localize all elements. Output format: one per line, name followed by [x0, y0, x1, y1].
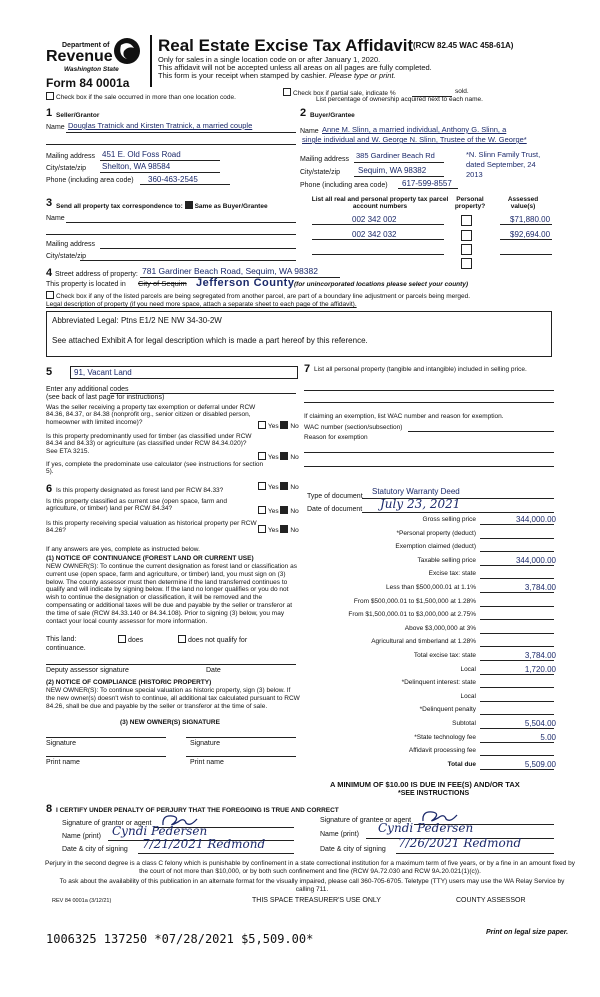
- tax-row-label: Total excise tax: state: [413, 652, 476, 659]
- tax-row-value: 5.00: [540, 733, 556, 742]
- tax-row-field[interactable]: [480, 606, 554, 607]
- see-instructions-note: *SEE INSTRUCTIONS: [398, 790, 470, 797]
- tax-row-label: Subtotal: [452, 720, 476, 727]
- new-owner-print-2[interactable]: [186, 756, 296, 757]
- forest-land-question: Is this property designated as forest land per RCW 84.33?: [56, 487, 224, 494]
- tax-row-label: Exemption claimed (deduct): [395, 543, 476, 550]
- assessed-value[interactable]: $71,880.00: [510, 215, 551, 224]
- section-5-number: 5: [46, 366, 53, 378]
- tax-row-field[interactable]: [480, 633, 554, 634]
- located-in-struck: City of Sequim: [138, 279, 187, 288]
- dept-label: Department of: [62, 42, 110, 49]
- revenue-logo-text: Revenue: [46, 48, 113, 65]
- deputy-signature-label: Deputy assessor signature: [46, 667, 129, 674]
- personal-col-header: Personal property?: [454, 196, 486, 211]
- buyer-name-label: Name: [300, 128, 319, 135]
- tax-row-label: Taxable selling price: [417, 557, 476, 564]
- tax-correspondence-label: Send all property tax correspondence to: Same as Buyer/Grantee: [56, 203, 268, 210]
- timber-yes-no[interactable]: Yes No: [258, 452, 299, 461]
- s3-name-label: Name: [46, 215, 65, 222]
- seller-city-value[interactable]: Shelton, WA 98584: [102, 162, 171, 171]
- predominate-use-note: If yes, complete the predominate use calculator (see instructions for section 5).: [46, 461, 264, 476]
- tax-row-label: *Delinquent penalty: [419, 706, 476, 713]
- buyer-city-label: City/state/zip: [300, 169, 341, 176]
- grantor-date-label: Date & city of signing: [62, 846, 128, 853]
- doc-date-label: Date of document: [307, 506, 363, 513]
- alt-format-notice: To ask about the availability of this publication in an alternate format for the visually impaired, please call 360-705-6705. Teletype (TTY) users may use the WA Relay Service by calling 711.: [59, 878, 565, 893]
- header-divider: [150, 35, 152, 87]
- new-owner-print-1[interactable]: [46, 756, 166, 757]
- new-owner-signature-1[interactable]: [46, 737, 166, 738]
- buyer-city-value[interactable]: Sequim, WA 98382: [358, 166, 427, 175]
- personal-property-checkbox[interactable]: [461, 215, 472, 226]
- current-use-yes-no[interactable]: Yes No: [258, 506, 299, 515]
- tax-row-value: 344,000.00: [515, 515, 556, 524]
- county-assessor-label: COUNTY ASSESSOR: [456, 897, 526, 904]
- seller-address-label: Mailing address: [46, 153, 96, 160]
- tax-row-field[interactable]: [480, 538, 554, 539]
- see-back-note: (see back of last page for instructions): [46, 394, 165, 401]
- personal-property-field-2[interactable]: [304, 402, 554, 403]
- sold-label: sold.: [455, 88, 469, 95]
- section-1-number: 1: [46, 107, 53, 119]
- section-7-number: 7: [304, 363, 311, 375]
- s3-name-field[interactable]: [66, 222, 296, 223]
- seller-name-label: Name: [46, 124, 65, 131]
- legal-paper-note: Print on legal size paper.: [486, 929, 569, 936]
- legal-description-label: Legal description of property (if you need more space, attach a separate sheet to each page of the affidavit).: [46, 301, 357, 308]
- section-4-number: 4: [46, 267, 53, 279]
- grantee-date-label: Date & city of signing: [320, 846, 386, 853]
- does-checkbox[interactable]: does: [118, 635, 143, 645]
- grantee-name-label: Name (print): [320, 831, 359, 838]
- exemption-reason-field-2[interactable]: [304, 466, 554, 467]
- exemption-question: Was the seller receiving a property tax exemption or deferral under RCW 84.36, 84.37, or 84.38 (nonprofit org., senior citizen or disabled person, homeowner with limited income)?: [46, 404, 256, 426]
- signature-label: Signature: [190, 740, 220, 747]
- wac-number-field[interactable]: [408, 431, 554, 432]
- deputy-signature-field[interactable]: [46, 664, 296, 665]
- personal-property-checkbox[interactable]: [461, 244, 472, 255]
- rcw-reference: (RCW 82.45 WAC 458-61A): [413, 41, 514, 50]
- seller-phone-label: Phone (including area code): [46, 177, 134, 184]
- current-use-question: Is this property classified as current use (open space, farm and agriculture, or timber) land per RCW 84.34?: [46, 498, 228, 513]
- tax-row-label: Excise tax: state: [428, 570, 476, 577]
- tax-row-label: Gross selling price: [422, 516, 476, 523]
- notice-line-2: This affidavit will not be accepted unless all areas on all pages are fully completed.: [158, 63, 432, 72]
- treasurer-use-label: THIS SPACE TREASURER'S USE ONLY: [252, 897, 381, 904]
- personal-property-checkbox[interactable]: [461, 258, 472, 269]
- form-number: Form 84 0001a: [46, 76, 130, 90]
- buyer-address-label: Mailing address: [300, 156, 350, 163]
- tax-row-label: Agricultural and timberland at 1.28%: [371, 638, 476, 645]
- timber-question: Is this property predominantly used for timber (as classified under RCW 84.34 and 84.33) or agriculture (as classified under RCW 84.34.020)? See ETA 3215.: [46, 433, 252, 455]
- s3-mail-label: Mailing address: [46, 241, 96, 248]
- tax-row-field[interactable]: [480, 714, 554, 715]
- legal-abbrev: Abbreviated Legal: Ptns E1/2 NE NW 34-30-2W: [52, 316, 222, 325]
- tax-row-label: From $500,000.01 to $1,500,000 at 1.28%: [353, 598, 476, 605]
- doc-type-label: Type of document: [307, 493, 363, 500]
- located-in-note: (for unincorporated locations please select your county): [294, 281, 469, 288]
- section-2-number: 2: [300, 107, 307, 119]
- compliance-title: (2) NOTICE OF COMPLIANCE (HISTORIC PROPERTY): [46, 679, 212, 686]
- buyer-phone-value[interactable]: 617-599-8557: [402, 179, 452, 188]
- doc-date-value[interactable]: July 23, 2021: [380, 497, 461, 511]
- page-title: Real Estate Excise Tax Affidavit: [158, 36, 414, 55]
- this-land-label: This land:: [46, 636, 77, 643]
- treasurer-stamp: 1006325 137250 *07/28/2021 $5,509.00*: [46, 932, 314, 946]
- exemption-reason-field[interactable]: [304, 452, 554, 453]
- parcel-row[interactable]: 002 342 002: [352, 215, 397, 224]
- additional-codes-label: Enter any additional codes: [46, 386, 129, 393]
- exemption-yes-no[interactable]: Yes No: [258, 421, 299, 430]
- grantor-name-label: Name (print): [62, 833, 101, 840]
- print-name-label: Print name: [46, 759, 80, 766]
- s3-city-label: City/state/zip: [46, 253, 87, 260]
- s3-mail-field[interactable]: [100, 248, 296, 249]
- buyer-trust-note-3: 2013: [466, 170, 483, 179]
- exemption-claim-label: If claiming an exemption, list WAC number and reason for exemption.: [304, 413, 504, 420]
- signature-label: Signature: [46, 740, 76, 747]
- assessed-value[interactable]: $92,694.00: [510, 230, 551, 239]
- state-label: Washington State: [64, 66, 119, 73]
- land-use-code: 91, Vacant Land: [74, 368, 132, 377]
- personal-property-checkbox[interactable]: [461, 230, 472, 241]
- tax-row-value: 344,000.00: [515, 556, 556, 565]
- section-8-number: 8: [46, 803, 53, 815]
- property-address-label: Street address of property:: [55, 271, 138, 278]
- perjury-notice: Perjury in the second degree is a class C felony which is punishable by confinement in a state correctional institution for a maximum term of five years, or by a fine in an amount fixed by the court of not more than $10,000, or by both such confinement and fine (RCW 9A.72.030 and RCW 9A.20.021(1)(c)).: [44, 860, 575, 875]
- tax-row-field[interactable]: [480, 578, 554, 579]
- ownership-note: List percentage of ownership acquired next to each name.: [316, 96, 483, 103]
- buyer-address-value[interactable]: 385 Gardiner Beach Rd: [356, 151, 435, 160]
- parcel-row[interactable]: 002 342 032: [352, 230, 397, 239]
- tax-row-value: 3,784.00: [524, 651, 556, 660]
- minimum-due-note: A MINIMUM OF $10.00 IS DUE IN FEE(S) AND/OR TAX: [330, 780, 520, 789]
- seller-heading: Seller/Grantor: [56, 112, 100, 119]
- wac-number-label: WAC number (section/subsection): [304, 424, 403, 431]
- if-yes-instruction: If any answers are yes, complete as instructed below.: [46, 546, 200, 553]
- section-3-number: 3: [46, 197, 53, 209]
- grantee-date-value[interactable]: 7/26/2021 Redmond: [398, 836, 522, 850]
- historic-question: Is this property receiving special valuation as historical property per RCW 84.26?: [46, 520, 257, 535]
- buyer-heading: Buyer/Grantee: [310, 112, 355, 119]
- seller-phone-value[interactable]: 360-463-2545: [148, 175, 198, 184]
- dor-logo-icon: [112, 36, 142, 66]
- grantee-name-value[interactable]: Cyndi Pedersen: [378, 821, 474, 835]
- buyer-name-line-1[interactable]: Anne M. Slinn, a married individual, Anthony G. Slinn, a: [322, 125, 507, 134]
- tax-row-label: Local: [460, 693, 476, 700]
- certify-statement: I CERTIFY UNDER PENALTY OF PERJURY THAT THE FOREGOING IS TRUE AND CORRECT: [56, 807, 339, 814]
- tax-row-label: *State technology fee: [414, 734, 476, 741]
- parcel-col-header: List all real and personal property tax parcel account numbers: [311, 196, 449, 211]
- continuance-title: (1) NOTICE OF CONTINUANCE (FOREST LAND OR CURRENT USE): [46, 555, 254, 562]
- located-in-county[interactable]: Jefferson County: [196, 277, 295, 289]
- notice-line-3: This form is your receipt when stamped by cashier. Please type or print.: [158, 71, 396, 80]
- tax-row-value: 5,509.00: [524, 760, 556, 769]
- buyer-trust-note-2: dated September, 24: [466, 160, 536, 169]
- doc-type-value[interactable]: Statutory Warranty Deed: [372, 487, 460, 496]
- personal-property-field-1[interactable]: [304, 390, 554, 391]
- revision-number: REV 84 0001a (3/12/21): [52, 898, 112, 904]
- assessed-col-header: Assessed value(s): [507, 196, 539, 211]
- section-6-number: 6: [46, 483, 53, 495]
- buyer-phone-label: Phone (including area code): [300, 182, 388, 189]
- tax-row-label: Total due: [447, 761, 476, 768]
- notice-line-1: Only for sales in a single location code on or after January 1, 2020.: [158, 55, 381, 64]
- multi-location-checkbox[interactable]: Check box if the sale occurred in more than one location code.: [46, 92, 236, 101]
- historic-yes-no[interactable]: Yes No: [258, 525, 299, 534]
- located-in-label: This property is located in: [46, 281, 126, 288]
- tax-row-field[interactable]: [480, 755, 554, 756]
- exemption-reason-label: Reason for exemption: [304, 434, 368, 441]
- tax-row-label: Affidavit processing fee: [408, 747, 476, 754]
- tax-row-value: 5,504.00: [524, 719, 556, 728]
- print-name-label: Print name: [190, 759, 224, 766]
- compliance-body: NEW OWNER(S): To continue special valuation as historic property, sign (3) below. If the new owner(s) doesn't wish to continue, all additional tax calculated pursuant to RCW 84.26, shall be due and payable by the seller or transferor at the time of sale.: [46, 687, 300, 710]
- tax-row-label: Local: [460, 666, 476, 673]
- tax-row-label: From $1,500,000.01 to $3,000,000 at 2.75%: [348, 611, 476, 618]
- grantor-name-value[interactable]: Cyndi Pedersen: [112, 824, 208, 838]
- continuance-label: continuance.: [46, 645, 86, 652]
- seller-city-label: City/state/zip: [46, 165, 87, 172]
- segregated-checkbox[interactable]: Check box if any of the listed parcels are being segregated from another parcel, are part of a boundary line adjustment or parcels being merged.: [46, 291, 470, 300]
- s3-city-field[interactable]: [80, 260, 296, 261]
- seller-address-value[interactable]: 451 E. Old Foss Road: [102, 150, 181, 159]
- tax-row-field[interactable]: [480, 551, 554, 552]
- tax-row-label: Less than $500,000.01 at 1.1%: [386, 584, 476, 591]
- buyer-name-line-2[interactable]: single individual and W. George N. Slinn, Trustee of the W. George*: [302, 135, 527, 144]
- tax-row-field[interactable]: [480, 687, 554, 688]
- deputy-date-label: Date: [206, 667, 221, 674]
- new-owner-signature-2[interactable]: [186, 737, 296, 738]
- grantee-signature-label: Signature of grantee or agent: [320, 817, 412, 824]
- personal-property-label: List all personal property (tangible and intangible) included in selling price.: [314, 366, 527, 373]
- tax-row-label: *Delinquent interest: state: [401, 679, 476, 686]
- tax-row-field[interactable]: [480, 619, 554, 620]
- new-owner-signature-title: (3) NEW OWNER(S) SIGNATURE: [120, 719, 220, 726]
- tax-row-label: Above $3,000,000 at 3%: [404, 625, 476, 632]
- continuance-body: NEW OWNER(S): To continue the current designation as forest land or classification as current use (open space, farm and agriculture, or timber) land, you must sign on (3) below. The county assessor must then determine if the land transferred continues to qualify and will indicate by signing below. If the land no longer qualifies or you do not wish to continue the designation or classification, it will be removed and the compensating or additional taxes will be due and payable by the seller or transferor at the time of sale (RCW 84.33.140 or 84.34.108). Prior to signing (3) below, you may contact your local county assessor for more information.: [46, 563, 297, 625]
- seller-name-value[interactable]: Douglas Tratnick and Kirsten Tratnick, a married couple: [68, 121, 253, 130]
- tax-row-field[interactable]: [480, 701, 554, 702]
- tax-row-value: 3,784.00: [524, 583, 556, 592]
- tax-row-label: *Personal property (deduct): [396, 530, 476, 537]
- tax-row-value: 1,720.00: [524, 665, 556, 674]
- property-address-value[interactable]: 781 Gardiner Beach Road, Sequim, WA 98382: [142, 266, 318, 276]
- grantor-signature-label: Signature of grantor or agent: [62, 820, 152, 827]
- does-not-checkbox[interactable]: does not qualify for: [178, 635, 247, 645]
- buyer-trust-note-1: *N. Slinn Family Trust,: [466, 150, 541, 159]
- forest-yes-no[interactable]: Yes No: [258, 482, 299, 491]
- partial-sale-checkbox[interactable]: Check box if partial sale, indicate %: [283, 88, 396, 97]
- tax-row-field[interactable]: [480, 646, 554, 647]
- grantor-date-value[interactable]: 7/21/2021 Redmond: [142, 837, 266, 851]
- legal-exhibit: See attached Exhibit A for legal description which is made a part hereof by this reference.: [52, 336, 368, 345]
